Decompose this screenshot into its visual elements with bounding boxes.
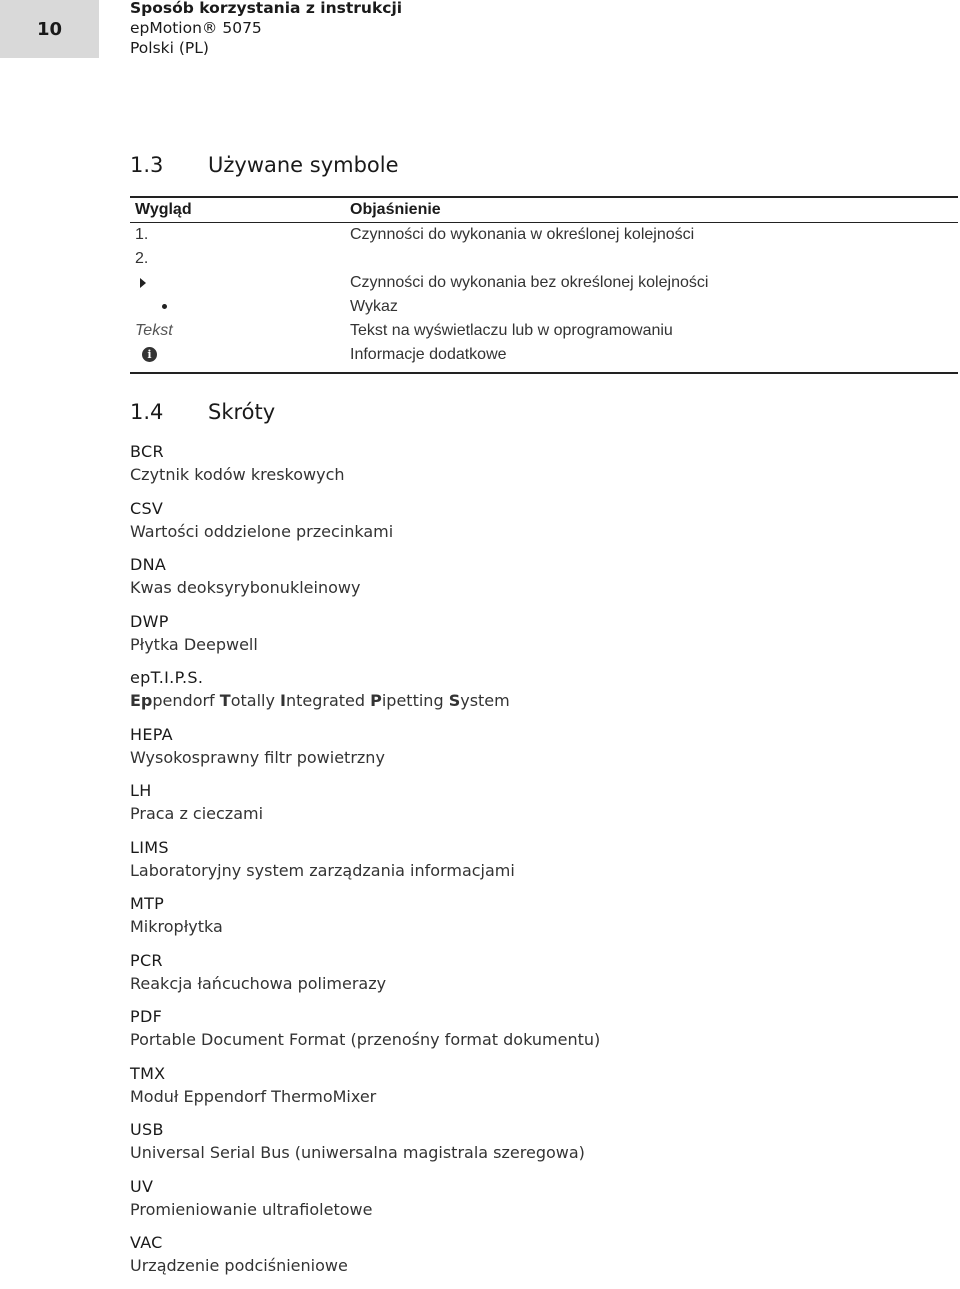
- list-item: [130, 1006, 600, 1063]
- info-icon: i: [142, 347, 157, 362]
- abbr-term: epT.I.P.S.: [130, 668, 204, 687]
- look-cell: [130, 223, 345, 272]
- abbr-definition: Universal Serial Bus (uniwersalna magistrala szeregowa): [130, 1143, 585, 1162]
- abbr-definition: Wysokosprawny filtr powietrzny: [130, 747, 385, 767]
- abbr-definition: Kwas deoksyrybonukleinowy: [130, 578, 361, 597]
- header-product: epMotion® 5075: [130, 19, 262, 37]
- list-item: [130, 950, 600, 1007]
- abbr-term: UV: [130, 1176, 154, 1196]
- abbr-definition: Mikropłytka: [130, 917, 223, 936]
- explanation-cell: Czynności do wykonania w określonej kolejności: [350, 226, 695, 243]
- step-number-2: 2.: [135, 250, 149, 267]
- abbr-term: HEPA: [130, 724, 173, 744]
- list-item: [130, 498, 600, 555]
- look-cell: Tekst: [135, 322, 173, 339]
- abbr-term: USB: [130, 1120, 164, 1139]
- table-row: [130, 295, 958, 319]
- symbols-table: [130, 196, 958, 374]
- table-row: [130, 343, 958, 373]
- list-item: [130, 1119, 600, 1176]
- header-language: Polski (PL): [130, 39, 209, 57]
- section-number: 1.4: [130, 400, 164, 424]
- abbr-definition: Promieniowanie ultrafioletowe: [130, 1199, 373, 1219]
- list-item: [130, 554, 600, 611]
- table-row: [130, 319, 958, 343]
- abbr-definition: Portable Document Format (przenośny format dokumentu): [130, 1030, 601, 1049]
- abbr-term: TMX: [130, 1063, 166, 1083]
- section-heading: Używane symbole: [208, 153, 399, 177]
- page-number: 10: [0, 0, 99, 58]
- abbr-term: MTP: [130, 894, 165, 913]
- abbr-definition: Reakcja łańcuchowa polimerazy: [130, 973, 387, 993]
- bullet-icon: [162, 304, 167, 309]
- list-item: [130, 611, 600, 668]
- step-number-1: 1.: [135, 226, 149, 243]
- list-item: [130, 1063, 600, 1120]
- abbr-definition: Praca z cieczami: [130, 804, 264, 823]
- section-heading: Skróty: [208, 400, 276, 424]
- section-number: 1.3: [130, 153, 164, 177]
- list-item: [130, 441, 600, 498]
- abbr-term: LIMS: [130, 837, 169, 857]
- abbr-definition: Płytka Deepwell: [130, 634, 258, 654]
- abbr-term: LH: [130, 781, 152, 800]
- abbr-definition: Urządzenie podciśnieniowe: [130, 1256, 348, 1275]
- explanation-cell: Wykaz: [350, 298, 398, 315]
- explanation-cell: Tekst na wyświetlaczu lub w oprogramowaniu: [350, 322, 673, 339]
- abbr-term: PCR: [130, 950, 163, 970]
- list-item: [130, 893, 600, 950]
- abbr-term: DWP: [130, 611, 169, 631]
- abbr-term: PDF: [130, 1007, 163, 1026]
- table-header-row: [130, 197, 958, 223]
- abbr-definition: Czytnik kodów kreskowych: [130, 465, 345, 484]
- running-header: [130, 0, 402, 58]
- table-row: [130, 271, 958, 295]
- column-header-look: Wygląd: [130, 197, 345, 223]
- section-title-abbreviations: [130, 400, 275, 424]
- list-item: [130, 1176, 600, 1233]
- explanation-cell: Informacje dodatkowe: [345, 343, 958, 373]
- abbr-definition: Eppendorf Totally Integrated Pipetting System: [130, 691, 510, 710]
- list-item: [130, 667, 600, 724]
- abbr-definition: Wartości oddzielone przecinkami: [130, 521, 394, 541]
- list-item: [130, 1232, 600, 1289]
- column-header-explanation: Objaśnienie: [345, 197, 958, 223]
- header-title: Sposób korzystania z instrukcji: [130, 0, 403, 17]
- abbr-term: VAC: [130, 1233, 163, 1252]
- section-title-symbols: [130, 153, 399, 177]
- look-cell: [130, 343, 345, 373]
- look-cell: [130, 295, 345, 319]
- abbr-term: DNA: [130, 555, 167, 574]
- list-item: [130, 780, 600, 837]
- abbreviation-list: [130, 441, 600, 1289]
- abbr-definition: Moduł Eppendorf ThermoMixer: [130, 1086, 377, 1106]
- abbr-term: BCR: [130, 442, 164, 461]
- triangle-right-icon: [140, 278, 146, 288]
- table-row: [130, 223, 958, 272]
- list-item: [130, 724, 600, 781]
- list-item: [130, 837, 600, 894]
- abbr-definition: Laboratoryjny system zarządzania informacjami: [130, 860, 515, 880]
- abbr-term: CSV: [130, 498, 164, 518]
- look-cell: [130, 271, 345, 295]
- explanation-cell: Czynności do wykonania bez określonej kolejności: [350, 274, 709, 291]
